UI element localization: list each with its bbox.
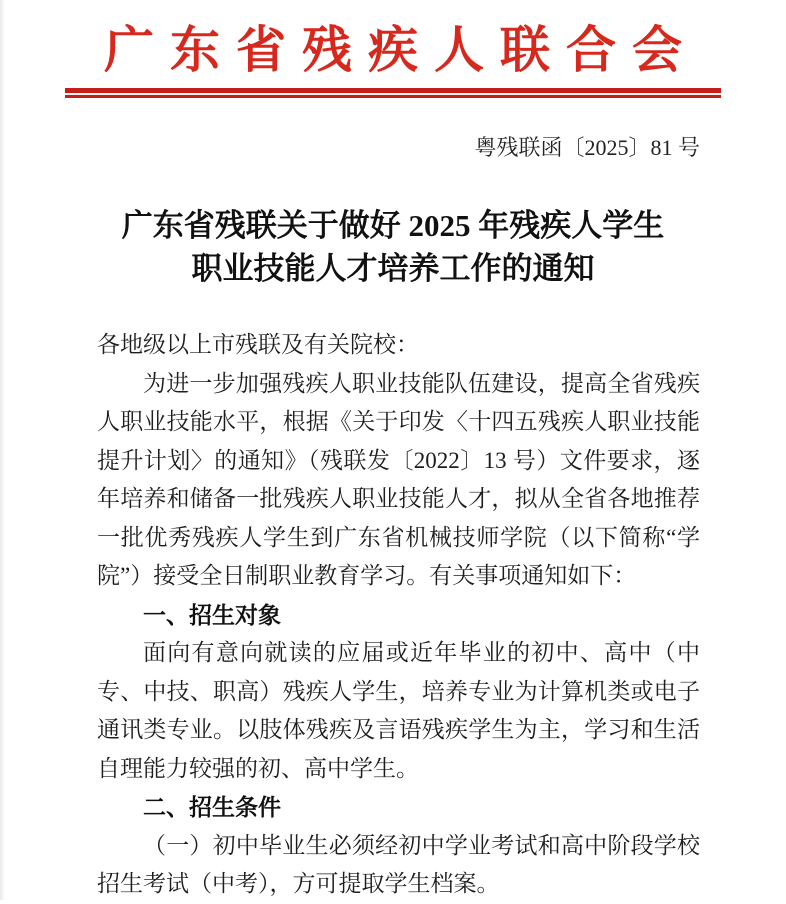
paragraph-intro: 为进一步加强残疾人职业技能队伍建设，提高全省残疾人职业技能水平，根据《关于印发〈十四五残疾人职业技能提升计划〉的通知》（残联发〔2022〕13 号）文件要求，逐年培养和储备一批残疾人职业技能人才，拟从全省各地推荐一批优秀残疾人学生到广东省机械技师学院（以下简称“学院”）接受全日制职业教育学习。有关事项通知如下： xyxy=(97,370,700,588)
section-heading-2: 二、招生条件 xyxy=(143,794,281,820)
section-heading-1: 一、招生对象 xyxy=(143,601,281,628)
letterhead xyxy=(0,0,786,98)
doc-title xyxy=(0,204,786,290)
doc-number: 粤残联函〔2025〕81 号 xyxy=(474,135,700,160)
scan-edge xyxy=(0,0,5,900)
doc-title-line-2: 职业技能人才培养工作的通知 xyxy=(191,251,595,286)
doc-title-line-1: 广东省残联关于做好 2025 年残疾人学生 xyxy=(121,208,665,243)
paragraph-enrollment-target: 面向有意向就读的应届或近年毕业的初中、高中（中专、中技、职高）残疾人学生，培养专业为计算机类或电子通讯类专业。以肢体残疾及言语残疾学生为主，学习和生活自理能力较强的初、高中学生。 xyxy=(97,640,700,781)
letterhead-rule xyxy=(65,88,721,98)
letterhead-rule-thin xyxy=(65,95,721,98)
org-name: 广东省残疾人联合会 xyxy=(104,22,698,78)
paragraph-enrollment-condition: （一）初中毕业生必须经初中学业考试和高中阶段学校招生考试（中考），方可提取学生档案。 xyxy=(97,832,700,896)
salutation: 各地级以上市残联及有关院校： xyxy=(97,332,419,357)
doc-body xyxy=(97,326,700,904)
